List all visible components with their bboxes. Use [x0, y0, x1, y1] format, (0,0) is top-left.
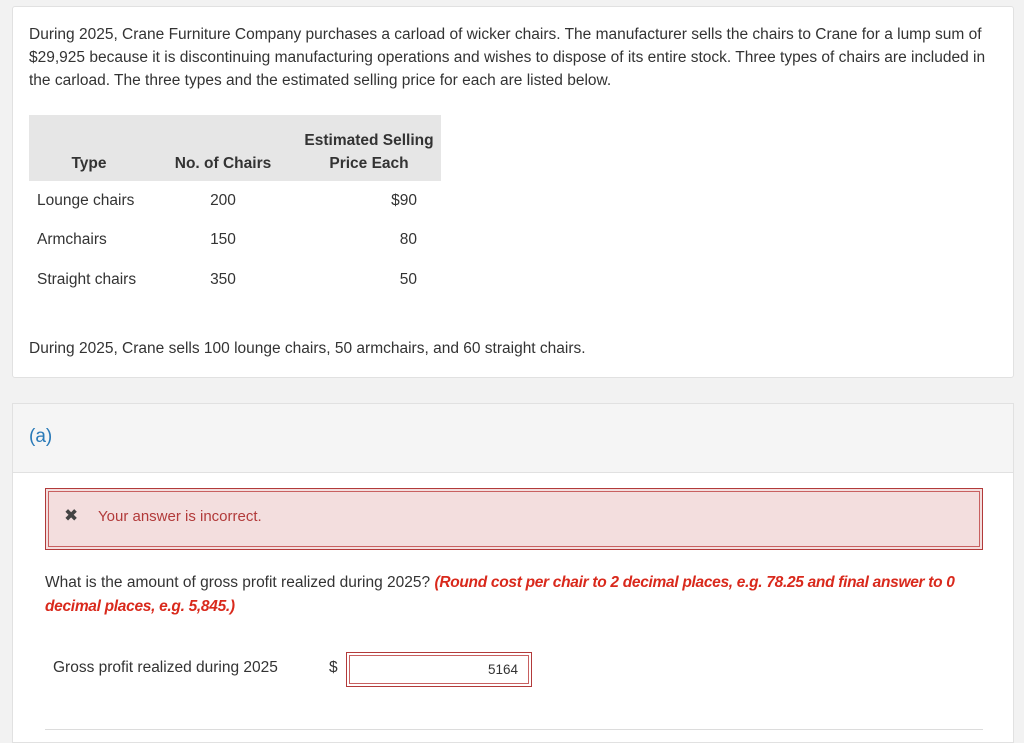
table-row — [29, 221, 441, 261]
cell-num: 200 — [210, 191, 236, 209]
table-header-row — [29, 115, 441, 181]
currency-symbol: $ — [329, 659, 338, 676]
feedback-banner — [45, 488, 983, 550]
problem-intro: During 2025, Crane Furniture Company purchases a carload of wicker chairs. The manufacturer sells the chairs to Crane for a lump sum of $29,925 because it is discontinuing manufacturing operations and wishes to dispose of its entire stock. Three types of chairs are included in the carload. The three types and the estimated selling price for each are listed below. — [29, 26, 986, 89]
cell-price: 50 — [399, 270, 417, 288]
chairs-table — [29, 115, 441, 300]
part-header — [13, 404, 1013, 473]
divider — [45, 729, 983, 730]
question-text — [45, 571, 965, 619]
cell-type: Lounge chairs — [37, 191, 135, 209]
answer-field-frame — [346, 652, 532, 687]
cell-price: $90 — [391, 191, 417, 209]
header-price-line2: Price Each — [329, 155, 409, 172]
cell-type: Straight chairs — [37, 270, 137, 288]
sales-text: During 2025, Crane sells 100 lounge chairs, 50 armchairs, and 60 straight chairs. — [29, 340, 586, 357]
cell-num: 350 — [210, 270, 236, 288]
cell-num: 150 — [210, 231, 236, 249]
answer-label: Gross profit realized during 2025 — [53, 659, 278, 676]
cell-type: Armchairs — [37, 231, 107, 249]
table-row — [29, 181, 441, 221]
part-label: (a) — [29, 426, 53, 447]
header-type: Type — [29, 115, 149, 181]
rounding-instruction: (Round cost per chair to 2 decimal places, e.g. 78.25 and final answer to 0 decimal places, e.g. 5,845.) — [45, 574, 955, 615]
header-num-chairs: No. of Chairs — [149, 115, 297, 181]
problem-card — [12, 6, 1014, 378]
table-row — [29, 260, 441, 300]
header-price-line1: Estimated Selling — [304, 132, 434, 149]
feedback-text: Your answer is incorrect. — [98, 508, 262, 525]
part-card — [12, 403, 1014, 743]
cell-price: 80 — [399, 231, 417, 249]
x-mark-icon: ✖ — [64, 506, 79, 525]
header-price — [297, 115, 441, 181]
question-prompt: What is the amount of gross profit realized during 2025? — [45, 574, 431, 591]
gross-profit-input[interactable] — [349, 655, 529, 684]
